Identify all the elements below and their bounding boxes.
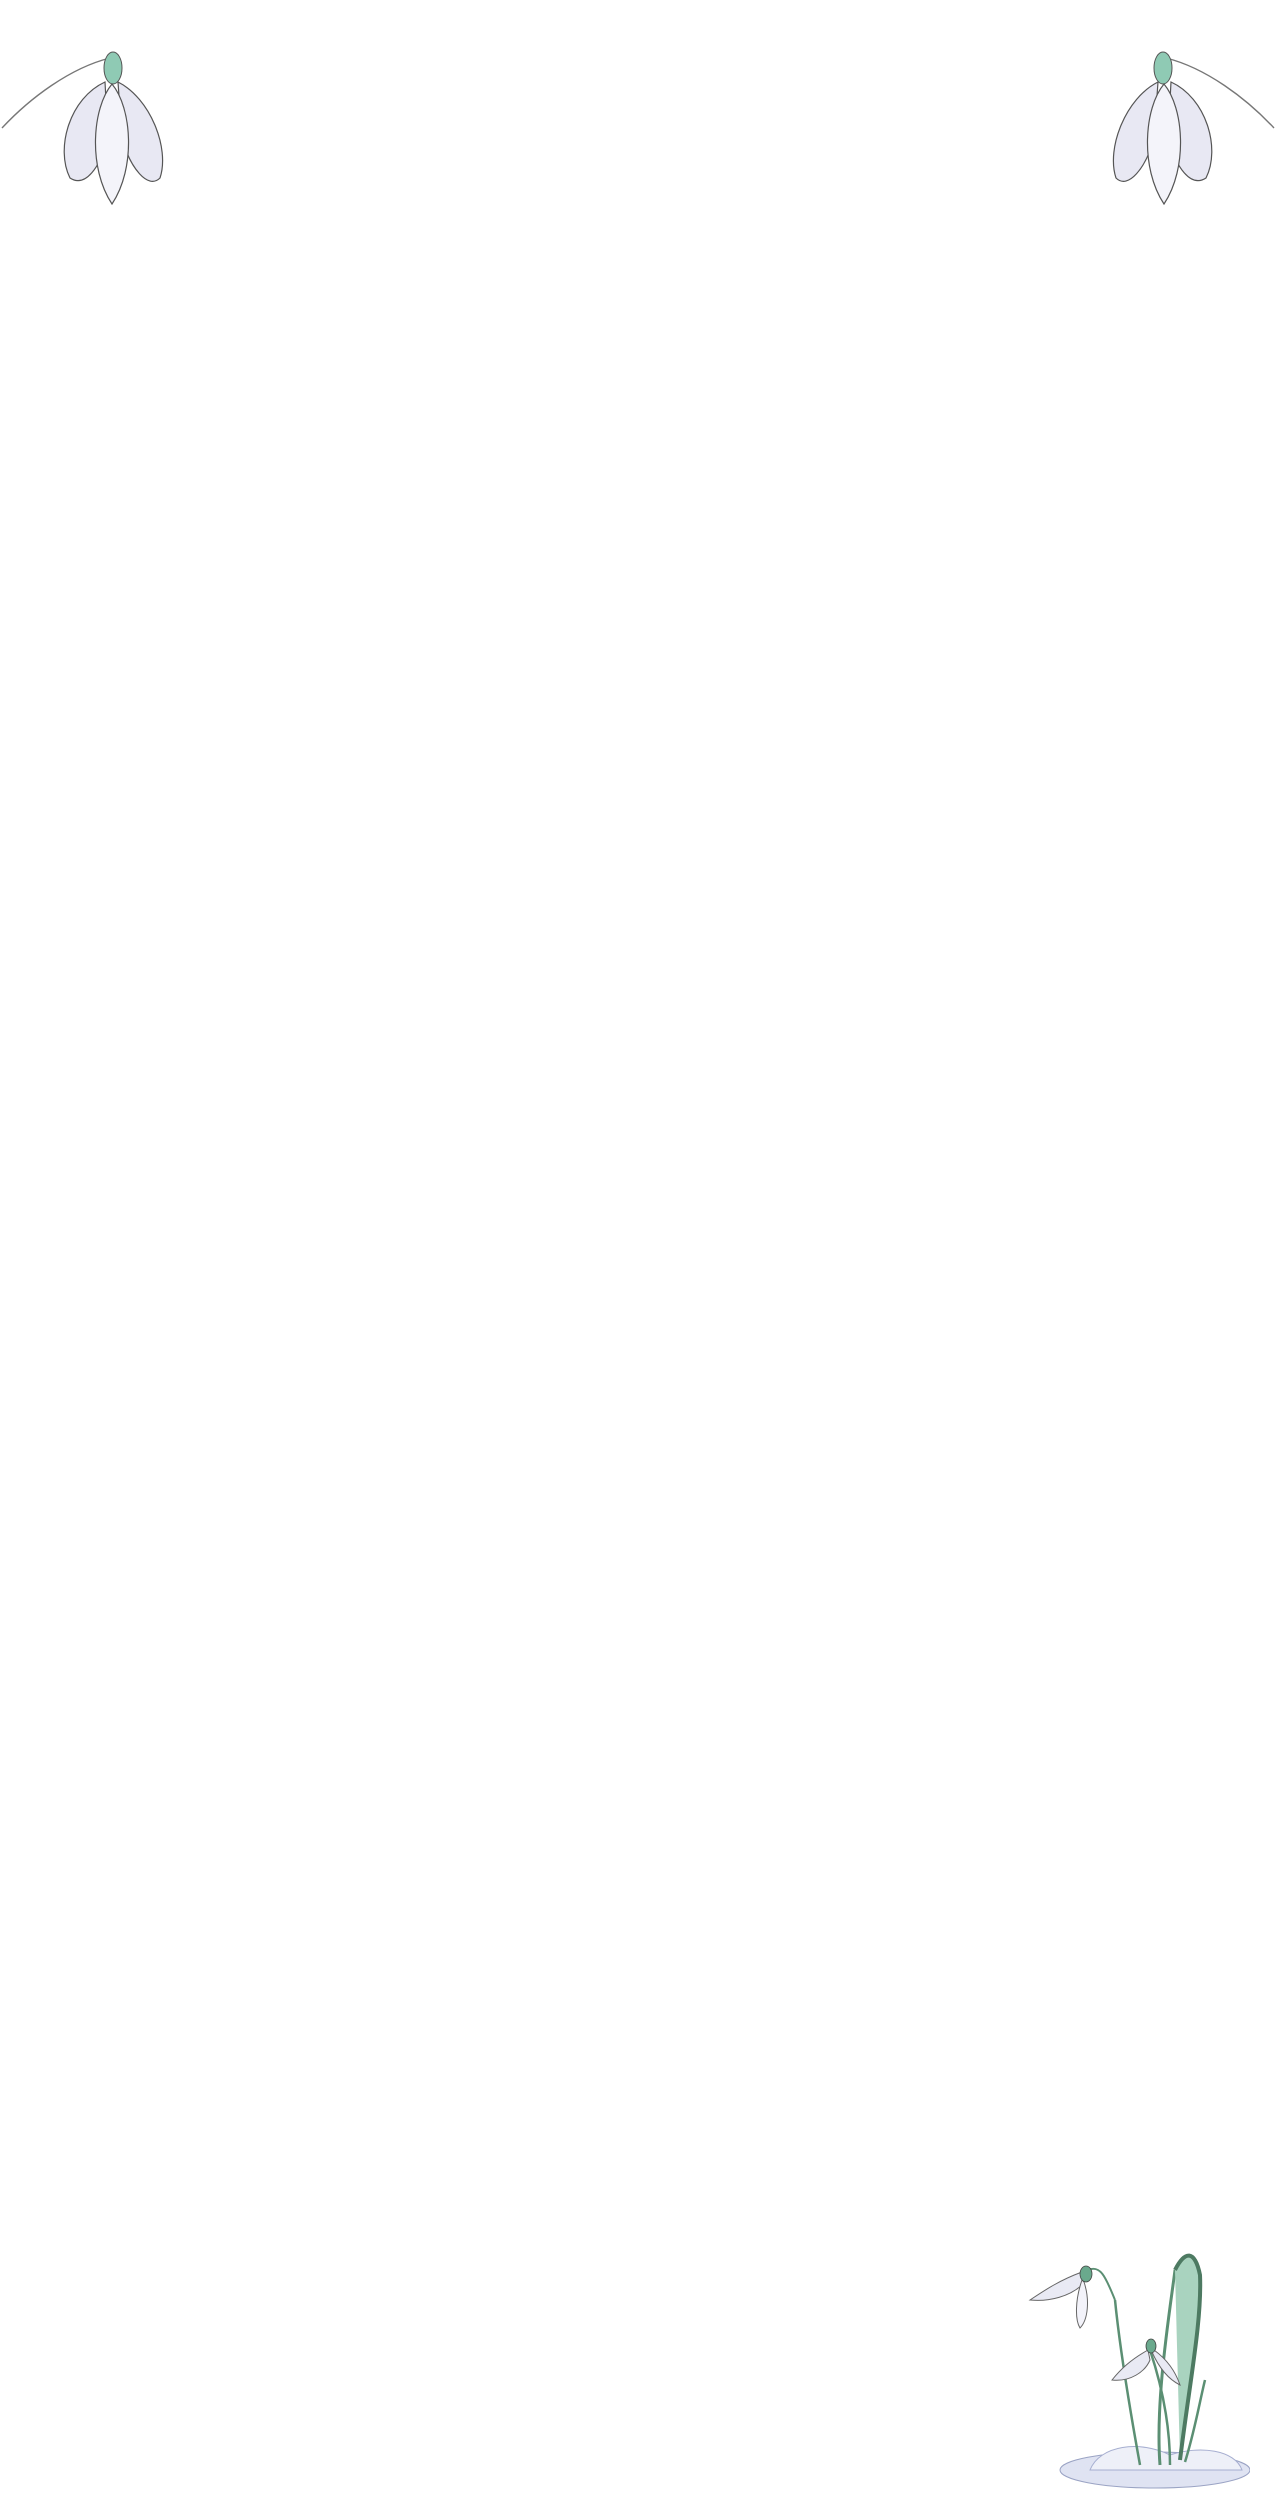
snowdrop-bouquet-illustration bbox=[1020, 2230, 1250, 2490]
